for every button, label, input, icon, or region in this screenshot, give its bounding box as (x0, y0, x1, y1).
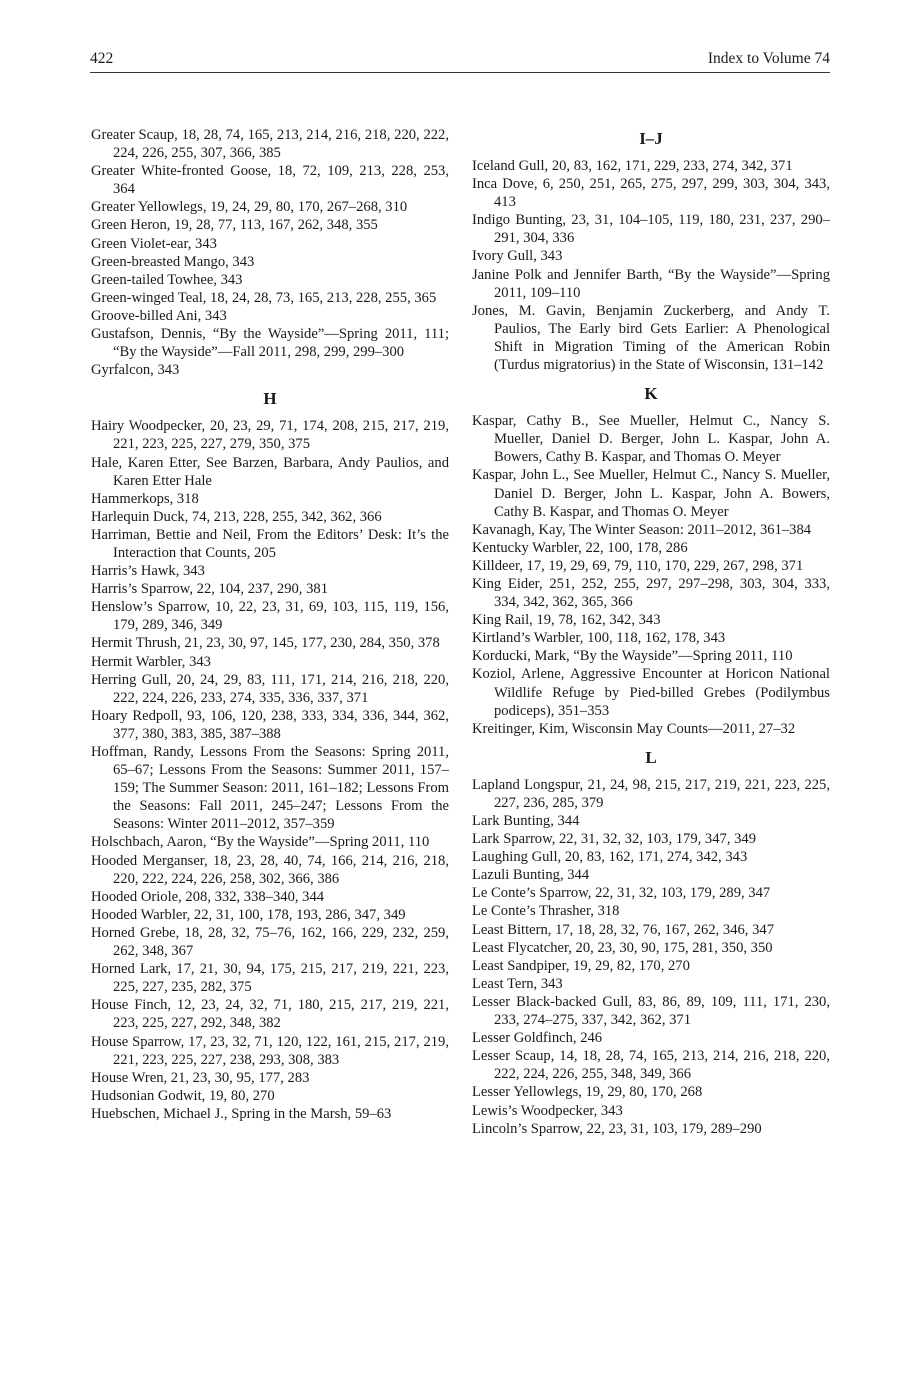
index-entry: Greater White-fronted Goose, 18, 72, 109, 213, 228, 253, 364 (91, 163, 449, 198)
index-entry: Henslow’s Sparrow, 10, 22, 23, 31, 69, 103, 115, 119, 156, 179, 289, 346, 349 (91, 599, 449, 634)
index-entry: Kaspar, John L., See Mueller, Helmut C., Nancy S. Mueller, Daniel D. Berger, John L. Kaspar, John A. Bowers, Cathy B. Kaspar, and Thomas O. Meyer (472, 467, 830, 520)
index-entry: Lesser Goldfinch, 246 (472, 1030, 603, 1047)
index-entry: Green Violet-ear, 343 (91, 235, 217, 252)
index-entry: Holschbach, Aaron, “By the Wayside”—Spring 2011, 110 (91, 834, 430, 851)
index-entry: Lark Bunting, 344 (472, 813, 580, 829)
index-entry: Kaspar, Cathy B., See Mueller, Helmut C., Nancy S. Mueller, Daniel D. Berger, John L. Kaspar, John A. Bowers, Cathy B. Kaspar, and Thomas O. Meyer (472, 413, 830, 466)
section-heading: I–J (639, 129, 663, 148)
index-entry: Green-breasted Mango, 343 (91, 253, 255, 270)
index-entry: Kavanagh, Kay, The Winter Season: 2011–2012, 361–384 (472, 521, 812, 538)
index-entry: Laughing Gull, 20, 83, 162, 171, 274, 342, 343 (472, 849, 748, 866)
index-entry: Horned Lark, 17, 21, 30, 94, 175, 215, 217, 219, 221, 223, 225, 227, 235, 282, 375 (91, 961, 449, 996)
index-entry: Harlequin Duck, 74, 213, 228, 255, 342, 362, 366 (91, 508, 382, 525)
index-entry: Korducki, Mark, “By the Wayside”—Spring 2011, 110 (472, 648, 793, 665)
index-entry: Green-winged Teal, 18, 24, 28, 73, 165, 213, 228, 255, 365 (91, 289, 437, 306)
index-entry: Herring Gull, 20, 24, 29, 83, 111, 171, 214, 216, 218, 220, 222, 224, 226, 233, 274, 335, 336, 337, 371 (91, 671, 449, 706)
index-entry: Hoffman, Randy, Lessons From the Seasons: Spring 2011, 65–67; Lessons From the Seasons: Summer 2011, 157–159; The Summer Season: 2011, 161–182; Lessons From the Seasons: Fall 2011, 245–247; Lessons From the Seasons: Winter 2011–2012, 357–359 (91, 744, 449, 833)
index-entry: Least Sandpiper, 19, 29, 82, 170, 270 (472, 957, 690, 974)
index-entry: Gyrfalcon, 343 (91, 362, 180, 379)
index-entry: Harris’s Hawk, 343 (91, 563, 205, 580)
index-entry: Kreitinger, Kim, Wisconsin May Counts—2011, 27–32 (472, 720, 796, 737)
index-entry: Lazuli Bunting, 344 (472, 867, 590, 884)
index-entry: Groove-billed Ani, 343 (91, 307, 227, 324)
index-entry: Green Heron, 19, 28, 77, 113, 167, 262, 348, 355 (91, 217, 378, 234)
index-entry: Huebschen, Michael J., Spring in the Marsh, 59–63 (91, 1105, 392, 1122)
index-entry: Least Flycatcher, 20, 23, 30, 90, 175, 281, 350, 350 (472, 939, 773, 956)
index-entry: Le Conte’s Sparrow, 22, 31, 32, 103, 179, 289, 347 (472, 885, 771, 902)
index-entry: Hoary Redpoll, 93, 106, 120, 238, 333, 334, 336, 344, 362, 377, 380, 383, 385, 387–388 (91, 707, 449, 742)
index-entry: Lark Sparrow, 22, 31, 32, 32, 103, 179, 347, 349 (472, 831, 757, 848)
index-entry: Ivory Gull, 343 (472, 248, 563, 265)
index-entry: Hudsonian Godwit, 19, 80, 270 (91, 1087, 275, 1104)
index-entry: Hammerkops, 318 (91, 490, 199, 507)
index-entry: Least Tern, 343 (472, 975, 563, 992)
index-entry: Janine Polk and Jennifer Barth, “By the Wayside”—Spring 2011, 109–110 (472, 266, 830, 301)
index-entry: Green-tailed Towhee, 343 (91, 271, 243, 288)
index-entry: House Sparrow, 17, 23, 32, 71, 120, 122, 161, 215, 217, 219, 221, 223, 225, 227, 238, 293, 308, 383 (91, 1033, 449, 1068)
index-entry: Kentucky Warbler, 22, 100, 178, 286 (472, 539, 688, 556)
index-entry: Lapland Longspur, 21, 24, 98, 215, 217, 219, 221, 223, 225, 227, 236, 285, 379 (472, 776, 830, 811)
index-entry: Horned Grebe, 18, 28, 32, 75–76, 162, 166, 229, 232, 259, 262, 348, 367 (91, 924, 449, 960)
index-entry: Hermit Warbler, 343 (91, 653, 211, 670)
section-heading: H (263, 389, 277, 409)
index-entry: Hooded Warbler, 22, 31, 100, 178, 193, 286, 347, 349 (91, 906, 406, 923)
index-entry: Harris’s Sparrow, 22, 104, 237, 290, 381 (91, 581, 328, 598)
index-entry: King Eider, 251, 252, 255, 297, 297–298, 303, 304, 333, 334, 342, 362, 365, 366 (472, 575, 830, 611)
index-entry: Greater Scaup, 18, 28, 74, 165, 213, 214, 216, 218, 220, 222, 224, 226, 255, 307, 366, 385 (91, 127, 449, 162)
index-entry: House Finch, 12, 23, 24, 32, 71, 180, 215, 217, 219, 221, 223, 225, 227, 292, 348, 382 (91, 997, 449, 1032)
index-entry: Hooded Merganser, 18, 23, 28, 40, 74, 166, 214, 216, 218, 220, 222, 224, 226, 258, 302, 366, 386 (91, 852, 449, 887)
section-heading: K (644, 384, 658, 404)
index-entry: Hale, Karen Etter, See Barzen, Barbara, Andy Paulios, and Karen Etter Hale (91, 454, 449, 489)
index-entry: Least Bittern, 17, 18, 28, 32, 76, 167, 262, 346, 347 (472, 921, 774, 938)
index-entry: King Rail, 19, 78, 162, 342, 343 (472, 612, 661, 629)
index-entry: Le Conte’s Thrasher, 318 (472, 903, 620, 920)
index-entry: Koziol, Arlene, Aggressive Encounter at Horicon National Wildlife Refuge by Pied-billed Grebes (Podilymbus podiceps), 351–353 (472, 666, 830, 719)
page-number: 422 (90, 50, 114, 67)
index-entry: Iceland Gull, 20, 83, 162, 171, 229, 233, 274, 342, 371 (472, 158, 793, 174)
right-column (472, 128, 830, 1138)
index-entry: Harriman, Bettie and Neil, From the Editors’ Desk: It’s the Interaction that Counts, 205 (91, 526, 449, 561)
index-entry: Jones, M. Gavin, Benjamin Zuckerberg, and Andy T. Paulios, The Early bird Gets Earlier: A Phenological Shift in Migration Timing of the American Robin (Turdus migratorius) in the State of Wisconsin, 131–142 (472, 302, 830, 374)
running-title: Index to Volume 74 (707, 50, 830, 67)
index-entry: Hairy Woodpecker, 20, 23, 29, 71, 174, 208, 215, 217, 219, 221, 223, 225, 227, 279, 350, 375 (91, 418, 449, 453)
index-entry: House Wren, 21, 23, 30, 95, 177, 283 (91, 1069, 310, 1086)
index-entry: Gustafson, Dennis, “By the Wayside”—Spring 2011, 111; “By the Wayside”—Fall 2011, 298, 299, 299–300 (91, 326, 449, 361)
index-entry: Greater Yellowlegs, 19, 24, 29, 80, 170, 267–268, 310 (91, 199, 408, 216)
running-header (90, 50, 830, 72)
section-heading: L (645, 747, 657, 767)
header-rule (90, 72, 830, 73)
left-column (91, 126, 449, 1123)
index-entry: Inca Dove, 6, 250, 251, 265, 275, 297, 299, 303, 304, 343, 413 (472, 176, 830, 211)
index-entry: Lincoln’s Sparrow, 22, 23, 31, 103, 179, 289–290 (472, 1120, 762, 1137)
index-entry: Lesser Black-backed Gull, 83, 86, 89, 109, 111, 171, 230, 233, 274–275, 337, 342, 362, 371 (472, 993, 830, 1029)
index-entry: Lesser Yellowlegs, 19, 29, 80, 170, 268 (472, 1084, 703, 1101)
index-entry: Hooded Oriole, 208, 332, 338–340, 344 (91, 888, 325, 905)
index-entry: Lesser Scaup, 14, 18, 28, 74, 165, 213, 214, 216, 218, 220, 222, 224, 226, 255, 348, 349, 366 (472, 1048, 830, 1083)
index-entry: Hermit Thrush, 21, 23, 30, 97, 145, 177, 230, 284, 350, 378 (91, 635, 440, 652)
index-entry: Lewis’s Woodpecker, 343 (472, 1102, 623, 1119)
index-entry: Kirtland’s Warbler, 100, 118, 162, 178, 343 (472, 630, 726, 647)
index-entry: Killdeer, 17, 19, 29, 69, 79, 110, 170, 229, 267, 298, 371 (472, 557, 804, 574)
index-entry: Indigo Bunting, 23, 31, 104–105, 119, 180, 231, 237, 290–291, 304, 336 (472, 212, 830, 247)
